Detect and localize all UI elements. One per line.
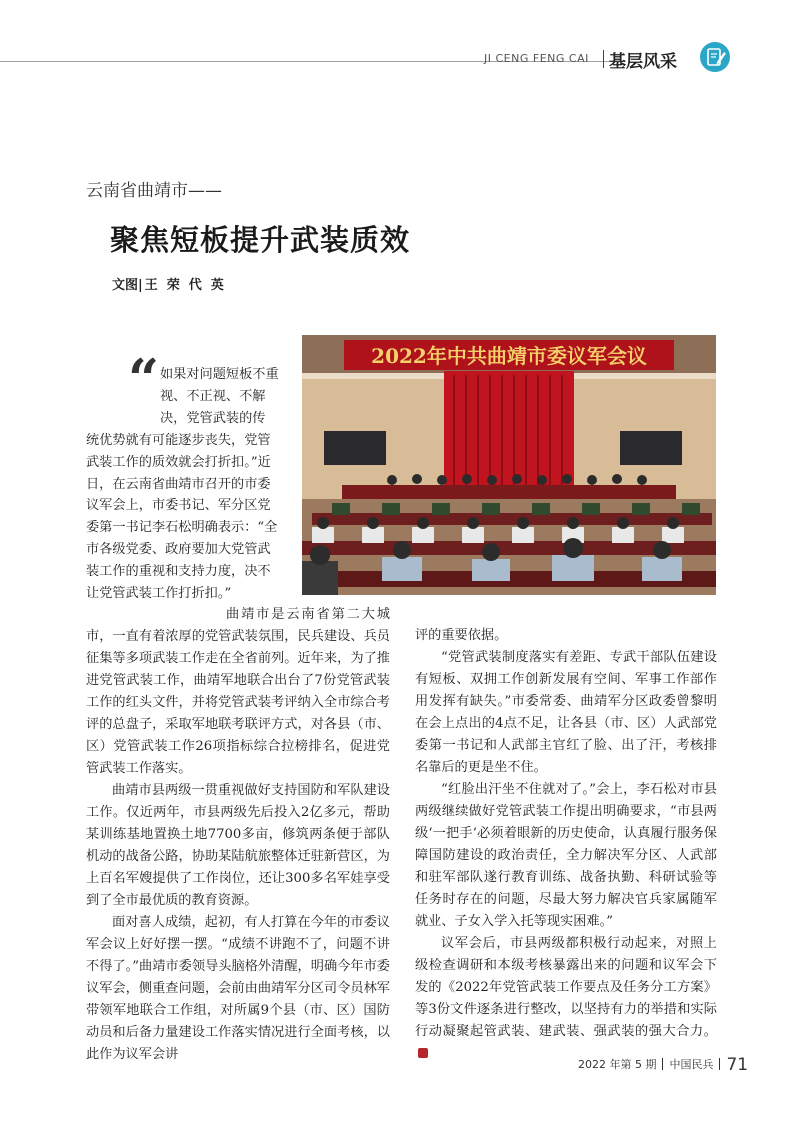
- article-kicker: 云南省曲靖市——: [86, 181, 222, 201]
- section-name-cn: 基层风采: [609, 52, 677, 72]
- page-number: 71: [726, 1055, 749, 1075]
- body-column-left: [86, 604, 390, 1066]
- section-name-en: JI CENG FENG CAI: [484, 52, 589, 65]
- paragraph: 曲靖市县两级一贯重视做好支持国防和军队建设工作。仅近两年，市县两级先后投入2亿多元，帮助某训练基地置换土地7700多亩，修筑两条便于部队机动的战备公路，协助某陆航旅整体迁驻新营区，为上百名军嫂提供了工作岗位，还让300多名军娃享受到了全市最优质的教育资源。: [86, 783, 390, 908]
- paragraph: 曲靖市是云南省第二大城市，一直有着浓厚的党管武装氛围，民兵建设、兵员征集等多项武装工作走在全省前列。近年来，为了推进党管武装工作，曲靖军地联合出台了7份党管武装工作的红头文件，并将党管武装考评纳入全市综合考评的总盘子，采取军地联考联评方式，对各县（市、区）党管武装工作26项指标综合拉榜排名，促进党管武装工作落实。: [86, 607, 390, 776]
- byline-label: 文图|: [112, 278, 143, 293]
- byline-names: 王荣代英: [144, 278, 233, 293]
- quote-text-rest: 统优势就有可能逐步丧失，党管武装工作的质效就会打折扣。”近日，在云南省曲靖市召开的市委议军会上，市委书记、军分区党委第一书记李石松明确表示：“全市各级党委、政府要加大党管武装工作的重视和支持力度，决不让党管武装工作打折扣。”: [86, 433, 278, 601]
- issue-label: 2022 年第 5 期: [578, 1058, 657, 1071]
- paragraph-last: [415, 933, 717, 1065]
- article-title: 聚焦短板提升武装质效: [110, 223, 411, 257]
- paragraph: “红脸出汗坐不住就对了。”会上，李石松对市县两级继续做好党管武装工作提出明确要求，“市县两级‘一把手’必须着眼新的历史使命，认真履行服务保障国防建设的政治责任，全力解决军分区、人武部和驻军部队遂行教育训练、战备执勤、科研试验等任务时存在的问题，尽最大努力解决官兵家属随军就业、子女入学入托等现实困难。”: [415, 782, 717, 929]
- paragraph: 面对喜人成绩，起初，有人打算在今年的市委议军会议上好好摆一摆。“成绩不讲跑不了，问题不讲不得了。”曲靖市委领导头脑格外清醒，明确今年市委议军会，侧重查问题，会前由曲靖军分区司令员林军带领军地联合工作组，对所属9个县（市、区）国防动员和后备力量建设工作落实情况进行全面考核，以此作为议军会讲: [86, 915, 390, 1062]
- paragraph: 评的重要依据。: [415, 628, 508, 643]
- page-footer: [578, 1055, 748, 1075]
- paragraph: “党管武装制度落实有差距、专武干部队伍建设有短板、双拥工作创新发展有空间、军事工作部作用发挥有缺失。”市委常委、曲靖军分区政委曾黎明在会上点出的4点不足，让各县（市、区）人武部党委第一书记和人武部主官红了脸、出了汗，考核排名靠后的更是坐不住。: [415, 650, 717, 775]
- byline: [112, 274, 233, 293]
- header-separator: [603, 50, 604, 68]
- paragraph-text: 议军会后，市县两级都积极行动起来，对照上级检查调研和本级考核暴露出来的问题和议军会下发的《2022年党管武装工作要点及任务分工方案》等3份文件逐条进行整改，以坚持有力的举措和实际行动凝聚起管武装、建武装、强武装的强大合力。: [415, 936, 717, 1039]
- body-column-right: [415, 625, 717, 1065]
- pencil-note-icon: [700, 42, 730, 72]
- quote-text-first: 如果对问题短板不重视、不正视、不解决，党管武装的传: [160, 367, 279, 426]
- magazine-name: 中国民兵: [669, 1058, 714, 1071]
- photo-banner-text: 2022年中共曲靖市委议军会议: [371, 344, 647, 368]
- opening-quote-mark: “: [128, 347, 160, 411]
- meeting-photo: [302, 335, 716, 595]
- end-mark-icon: [418, 1048, 428, 1058]
